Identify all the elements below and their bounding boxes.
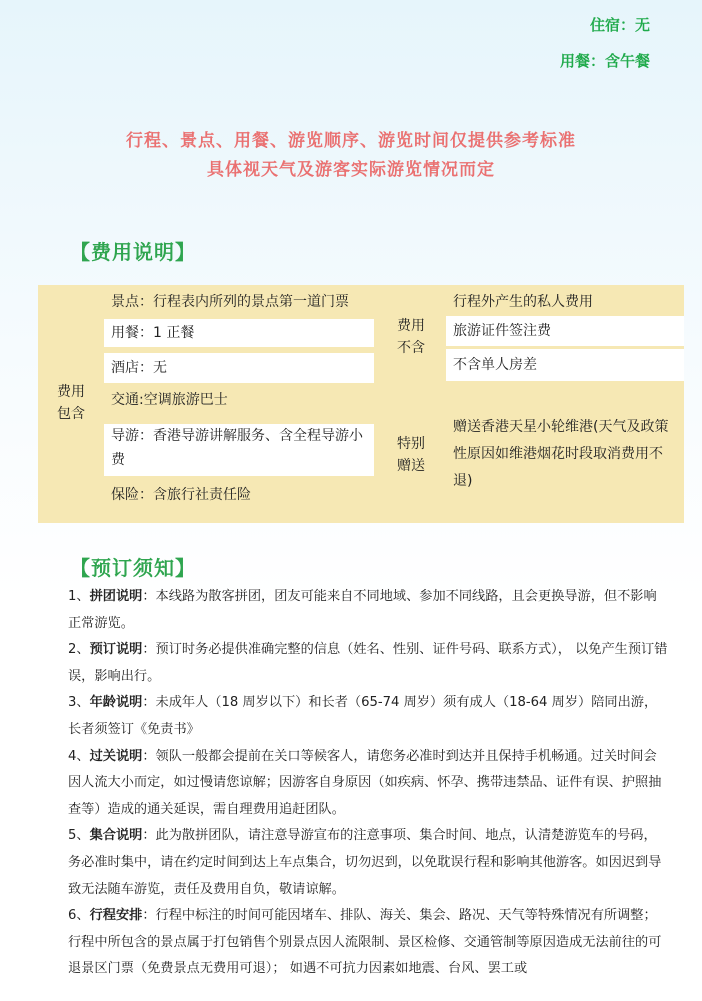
booking-item: 5、集合说明：此为散拼团队，请注意导游宣布的注意事项、集合时间、地点，认清楚游览车的号码，务必准时集中，请在约定时间到达上车点集合，切勿迟到，以免耽误行程和影响其他游客。如因迟到导致无法随车游览，责任及费用自负，敬请谅解。 [68, 828, 662, 897]
meal-info: 用餐：含午餐 [559, 52, 650, 70]
excluded-item: 行程外产生的私人费用 [453, 294, 593, 310]
booking-text: ：行程中标注的时间可能因堵车、排队、海关、集会、路况、天气等特殊情况有所调整；行程中所包含的景点属于打包销售个别景点因人流限制、景区检修、交通管制等原因造成无法前往的可退景区门票（免费景点无费用可退）； 如遇不可抗力因素如地震、台风、罢工或 [68, 908, 662, 977]
included-item: 用餐：1 正餐 [104, 319, 374, 347]
booking-text: ：预订时务必提供准确完整的信息（姓名、性别、证件号码、联系方式）， 以免产生预订错误，影响出行。 [68, 642, 668, 684]
booking-item: 6、行程安排：行程中标注的时间可能因堵车、排队、海关、集会、路况、天气等特殊情况有所调整；行程中所包含的景点属于打包销售个别景点因人流限制、景区检修、交通管制等原因造成无法前往的可退景区门票（免费景点无费用可退）； 如遇不可抗力因素如地震、台风、罢工或 [68, 908, 662, 977]
booking-text: ：领队一般都会提前在关口等候客人，请您务必准时到达并且保持手机畅通。过关时间会因人流大小而定，如过慢请您谅解；因游客自身原因（如疾病、怀孕、携带违禁品、证件有误、护照抽查等）造成的通关延误，需自理费用追赶团队。 [68, 748, 662, 817]
booking-text: ：未成年人（18 周岁以下）和长者（65-74 周岁）须有成人（18-64 周岁）陪同出游，长者须签订《免责书》 [68, 695, 658, 737]
booking-text: ：此为散拼团队，请注意导游宣布的注意事项、集合时间、地点，认清楚游览车的号码，务必准时集中，请在约定时间到达上车点集合，切勿迟到，以免耽误行程和影响其他游客。如因迟到导致无法随车游览，责任及费用自负，敬请谅解。 [68, 828, 662, 897]
excluded-item: 不含单人房差 [446, 349, 684, 381]
booking-term: 行程安排 [89, 908, 143, 924]
booking-term: 过关说明 [89, 748, 143, 764]
included-item: 酒店：无 [104, 353, 374, 383]
booking-term: 预订说明 [89, 642, 143, 658]
booking-term: 拼团说明 [89, 589, 143, 604]
booking-term: 集合说明 [89, 828, 143, 844]
fee-section-title: 【费用说明】 [70, 240, 196, 264]
booking-term: 年龄说明 [89, 695, 143, 711]
included-item: 景点：行程表内所列的景点第一道门票 [111, 294, 349, 310]
excluded-label-text: 费用不含 [397, 318, 425, 356]
included-item: 交通:空调旅游巴士 [111, 392, 228, 408]
notice-line-1: 行程、景点、用餐、游览顺序、游览时间仅提供参考标准 [126, 131, 576, 151]
booking-text: ：本线路为散客拼团，团友可能来自不同地域、参加不同线路，且会更换导游，但不影响正常游览。 [68, 589, 657, 631]
booking-section-title: 【预订须知】 [70, 556, 196, 580]
booking-item: 2、预订说明：预订时务必提供准确完整的信息（姓名、性别、证件号码、联系方式）， 以免产生预订错误，影响出行。 [68, 642, 668, 684]
gift-text: 赠送香港天星小轮维港(天气及政策性原因如维港烟花时段取消费用不退) [453, 419, 669, 489]
excluded-item: 旅游证件签注费 [446, 316, 684, 346]
included-item: 保险：含旅行社责任险 [111, 487, 251, 503]
booking-notes [68, 584, 668, 983]
booking-item: 1、拼团说明：本线路为散客拼团，团友可能来自不同地域、参加不同线路，且会更换导游，但不影响正常游览。 [68, 589, 657, 631]
included-label [38, 381, 104, 425]
excluded-label [376, 315, 446, 359]
gift-label [376, 433, 446, 477]
included-item: 导游：香港导游讲解服务、含全程导游小费 [104, 424, 374, 476]
gift-label-text: 特别赠送 [397, 436, 425, 474]
booking-item: 3、年龄说明：未成年人（18 周岁以下）和长者（65-74 周岁）须有成人（18-64 周岁）陪同出游，长者须签订《免责书》 [68, 695, 658, 737]
notice-line-2: 具体视天气及游客实际游览情况而定 [207, 160, 495, 180]
lodging-info: 住宿：无 [589, 16, 650, 34]
included-label-text: 费用包含 [57, 384, 85, 422]
fee-table [38, 285, 684, 523]
booking-item: 4、过关说明：领队一般都会提前在关口等候客人，请您务必准时到达并且保持手机畅通。过关时间会因人流大小而定，如过慢请您谅解；因游客自身原因（如疾病、怀孕、携带违禁品、证件有误、护照抽查等）造成的通关延误，需自理费用追赶团队。 [68, 748, 662, 817]
